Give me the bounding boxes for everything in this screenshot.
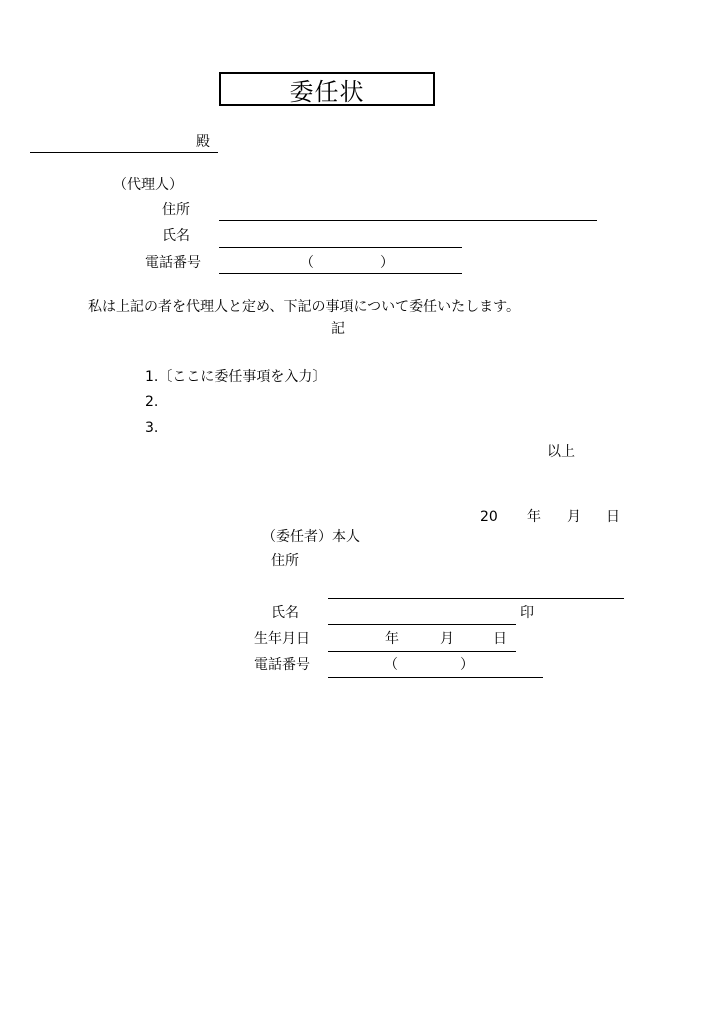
date-era: 20	[480, 509, 498, 525]
seal-mark: 印	[520, 605, 534, 621]
agent-phone-paren-open: （	[300, 255, 314, 271]
date-day: 日	[606, 509, 620, 525]
agent-phone-paren-close: ）	[380, 255, 394, 271]
date-month: 月	[567, 509, 581, 525]
closing-ijou: 以上	[547, 444, 575, 460]
agent-address-label: 住所	[162, 202, 190, 218]
principal-phone-line	[328, 677, 543, 678]
ki-heading: 記	[331, 321, 345, 337]
date-year: 年	[527, 509, 541, 525]
birth-month: 月	[440, 631, 454, 647]
title-text: 委任状	[289, 77, 365, 106]
document-title	[219, 72, 435, 106]
principal-name-label: 氏名	[271, 605, 299, 621]
delegation-statement: 私は上記の者を代理人と定め、下記の事項について委任いたします。	[88, 299, 521, 315]
principal-phone-paren-close: ）	[460, 657, 474, 673]
birth-year: 年	[385, 631, 399, 647]
agent-phone-label: 電話番号	[145, 255, 201, 271]
agent-heading: （代理人）	[113, 177, 183, 193]
addressee-line	[30, 152, 218, 153]
principal-address-label: 住所	[271, 553, 299, 569]
principal-heading: （委任者）本人	[262, 529, 360, 545]
addressee-honorific: 殿	[196, 134, 210, 150]
agent-address-line	[219, 220, 597, 221]
item-2: 2.	[145, 394, 159, 410]
principal-address-line	[328, 598, 624, 599]
item-1: 1.〔ここに委任事項を入力〕	[145, 369, 327, 385]
agent-phone-line	[219, 273, 462, 274]
principal-phone-paren-open: （	[384, 657, 398, 673]
principal-name-line	[328, 624, 516, 625]
principal-phone-label: 電話番号	[254, 657, 310, 673]
principal-birthdate-label: 生年月日	[254, 631, 310, 647]
birth-day: 日	[493, 631, 507, 647]
agent-name-label: 氏名	[162, 228, 190, 244]
agent-name-line	[219, 247, 462, 248]
principal-birthdate-line	[328, 651, 516, 652]
item-3: 3.	[145, 420, 159, 436]
